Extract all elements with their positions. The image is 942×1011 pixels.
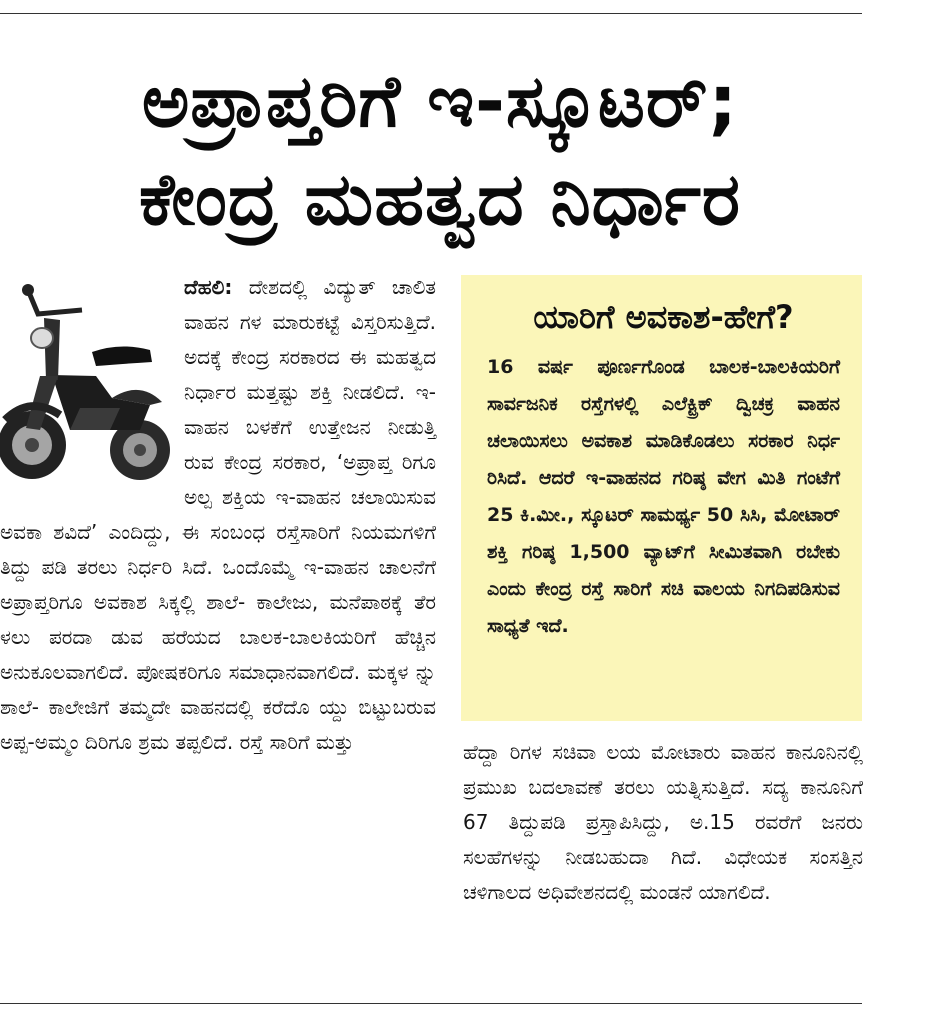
article-body-left	[0, 270, 436, 760]
dateline: ದೆಹಲಿ:	[184, 275, 233, 299]
article-body-right: ಹೆದ್ದಾ ರಿಗಳ ಸಚಿವಾ ಲಯ ಮೋಟಾರು ವಾಹನ ಕಾನೂನಿನಲ್ಲಿ ಪ್ರಮುಖ ಬದಲಾವಣೆ ತರಲು ಯತ್ನಿಸುತ್ತಿದೆ. ಸದ್ಯ ಕಾನೂನಿಗೆ 67 ತಿದ್ದುಪಡಿ ಪ್ರಸ್ತಾಪಿಸಿದ್ದು, ಅ.15 ರವರೆಗೆ ಜನರು ಸಲಹೆಗಳನ್ನು ನೀಡಬಹುದಾ ಗಿದೆ. ವಿಧೇಯಕ ಸಂಸತ್ತಿನ ಚಳಿಗಾಲದ ಅಧಿವೇಶನದಲ್ಲಿ ಮಂಡನೆ ಯಾಗಲಿದೆ.	[463, 740, 863, 904]
article-right-column	[463, 735, 863, 995]
top-rule	[0, 13, 862, 14]
sidebar-box	[461, 275, 862, 721]
electric-scooter-icon	[0, 280, 170, 490]
headline-line-1: ಅಪ್ರಾಪ್ತರಿಗೆ ಇ-ಸ್ಕೂಟರ್;	[141, 59, 739, 143]
headline	[20, 52, 860, 248]
headline-line-2: ಕೇಂದ್ರ ಮಹತ್ವದ ನಿರ್ಧಾರ	[139, 157, 741, 241]
bottom-rule	[0, 1003, 862, 1004]
scooter-image	[0, 280, 170, 490]
sidebar-box-text: 16 ವರ್ಷ ಪೂರ್ಣಗೊಂಡ ಬಾಲಕ-ಬಾಲಕಿಯರಿಗೆ ಸಾರ್ವಜನಿಕ ರಸ್ತೆಗಳಲ್ಲಿ ಎಲೆಕ್ಟ್ರಿಕ್ ದ್ವಿಚಕ್ರ ವಾಹನ ಚಲಾಯಿಸಲು ಅವಕಾಶ ಮಾಡಿಕೊಡಲು ಸರಕಾರ ನಿರ್ಧ ರಿಸಿದೆ. ಆದರೆ ಇ-ವಾಹನದ ಗರಿಷ್ಠ ವೇಗ ಮಿತಿ ಗಂಟೆಗೆ 25 ಕಿ.ಮೀ., ಸ್ಕೂಟರ್ ಸಾಮರ್ಥ್ಯ 50 ಸಿಸಿ, ಮೋಟಾರ್ ಶಕ್ತಿ ಗರಿಷ್ಠ 1,500 ವ್ಯಾಟ್‌ಗೆ ಸೀಮಿತವಾಗಿ ರಬೇಕು ಎಂದು ಕೇಂದ್ರ ರಸ್ತೆ ಸಾರಿಗೆ ಸಚಿ ವಾಲಯ ನಿಗದಿಪಡಿಸುವ ಸಾಧ್ಯತೆ ಇದೆ.	[487, 356, 840, 637]
article-left-column	[0, 270, 436, 992]
article-left-text: ದೇಶದಲ್ಲಿ ವಿದ್ಯುತ್ ಚಾಲಿತ ವಾಹನ ಗಳ ಮಾರುಕಟ್ಟೆ ವಿಸ್ತರಿಸುತ್ತಿದೆ. ಅದಕ್ಕೆ ಕೇಂದ್ರ ಸರಕಾರದ ಈ ಮಹತ್ವದ ನಿರ್ಧಾರ ಮತ್ತಷ್ಟು ಶಕ್ತಿ ನೀಡಲಿದೆ. ಇ-ವಾಹನ ಬಳಕೆಗೆ ಉತ್ತೇಜನ ನೀಡುತ್ತಿ ರುವ ಕೇಂದ್ರ ಸರಕಾರ, ‘ಅಪ್ರಾಪ್ತ ರಿಗೂ ಅಲ್ಪ ಶಕ್ತಿಯ ಇ-ವಾಹನ ಚಲಾಯಿಸುವ ಅವಕಾ ಶವಿದೆ’ ಎಂದಿದ್ದು, ಈ ಸಂಬಂಧ ರಸ್ತೆಸಾರಿಗೆ ನಿಯಮಗಳಿಗೆ ತಿದ್ದು ಪಡಿ ತರಲು ನಿರ್ಧರಿ ಸಿದೆ. ಒಂದೊಮ್ಮೆ ಇ-ವಾಹನ ಚಾಲನೆಗೆ ಅಪ್ರಾಪ್ತರಿಗೂ ಅವಕಾಶ ಸಿಕ್ಕಲ್ಲಿ ಶಾಲೆ- ಕಾಲೇಜು, ಮನೆಪಾಠಕ್ಕೆ ತೆರ ಳಲು ಪರದಾ ಡುವ ಹರೆಯದ ಬಾಲಕ-ಬಾಲಕಿಯರಿಗೆ ಹೆಚ್ಚಿನ ಅನುಕೂಲವಾಗಲಿದೆ. ಪೋಷಕರಿಗೂ ಸಮಾಧಾನವಾಗಲಿದೆ. ಮಕ್ಕಳ ನ್ನು ಶಾಲೆ- ಕಾಲೇಜಿಗೆ ತಮ್ಮದೇ ವಾಹನದಲ್ಲಿ ಕರೆದೊ ಯ್ದು ಬಿಟ್ಟುಬರುವ ಅಪ್ಪ-ಅಮ್ಮಂ ದಿರಿಗೂ ಶ್ರಮ ತಪ್ಪಲಿದೆ. ರಸ್ತೆ ಸಾರಿಗೆ ಮತ್ತು	[0, 275, 436, 754]
sidebar-box-title: ಯಾರಿಗೆ ಅವಕಾಶ-ಹೇಗೆ?	[533, 298, 794, 336]
